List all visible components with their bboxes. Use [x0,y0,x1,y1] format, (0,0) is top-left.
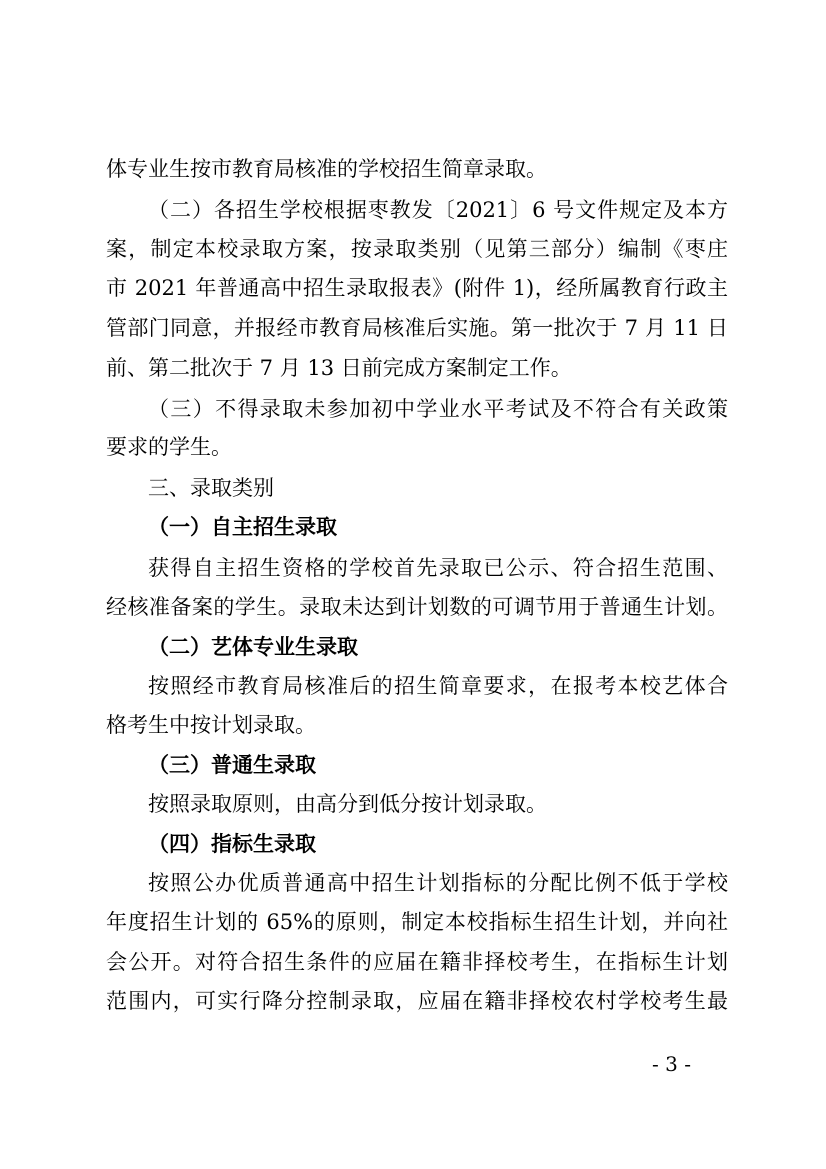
paragraph-line: 案，制定本校录取方案，按录取类别（见第三部分）编制《枣庄 [106,237,728,261]
paragraph-line: 市 2021 年普通高中招生录取报表》(附件 1)，经所属教育行政主 [106,276,728,300]
paragraph-line: 获得自主招生资格的学校首先录取已公示、符合招生范围、 [148,556,728,580]
paragraph-line: （二）各招生学校根据枣教发〔2021〕6 号文件规定及本方 [148,198,728,222]
subsection-heading: （四）指标生录取 [148,832,316,856]
section-heading: 三、录取类别 [148,476,274,500]
paragraph-line: 体专业生按市教育局核准的学校招生简章录取。 [106,157,547,181]
paragraph-line: （三）不得录取未参加初中学业水平考试及不符合有关政策 [148,397,728,421]
subsection-heading: （一）自主招生录取 [148,515,337,539]
subsection-heading: （二）艺体专业生录取 [148,635,358,659]
paragraph-line: 按照公办优质普通高中招生计划指标的分配比例不低于学校 [148,871,728,895]
paragraph-line: 经核准备案的学生。录取未达到计划数的可调节用于普通生计划。 [106,595,728,619]
paragraph-line: 会公开。对符合招生条件的应届在籍非择校考生，在指标生计划 [106,950,728,974]
paragraph-line: 管部门同意，并报经市教育局核准后实施。第一批次于 7 月 11 日 [106,316,728,340]
paragraph-line: 按照录取原则，由高分到低分按计划录取。 [148,792,547,816]
paragraph-line: 范围内，可实行降分控制录取，应届在籍非择校农村学校考生最 [106,989,728,1013]
paragraph-line: 前、第二批次于 7 月 13 日前完成方案制定工作。 [106,356,572,380]
subsection-heading: （三）普通生录取 [148,753,316,777]
paragraph-line: 年度招生计划的 65%的原则，制定本校指标生招生计划，并向社 [106,910,728,934]
paragraph-line: 按照经市教育局核准后的招生简章要求，在报考本校艺体合 [148,674,728,698]
page-number: - 3 - [652,1052,691,1076]
paragraph-line: 格考生中按计划录取。 [106,713,316,737]
paragraph-line: 要求的学生。 [106,435,232,459]
